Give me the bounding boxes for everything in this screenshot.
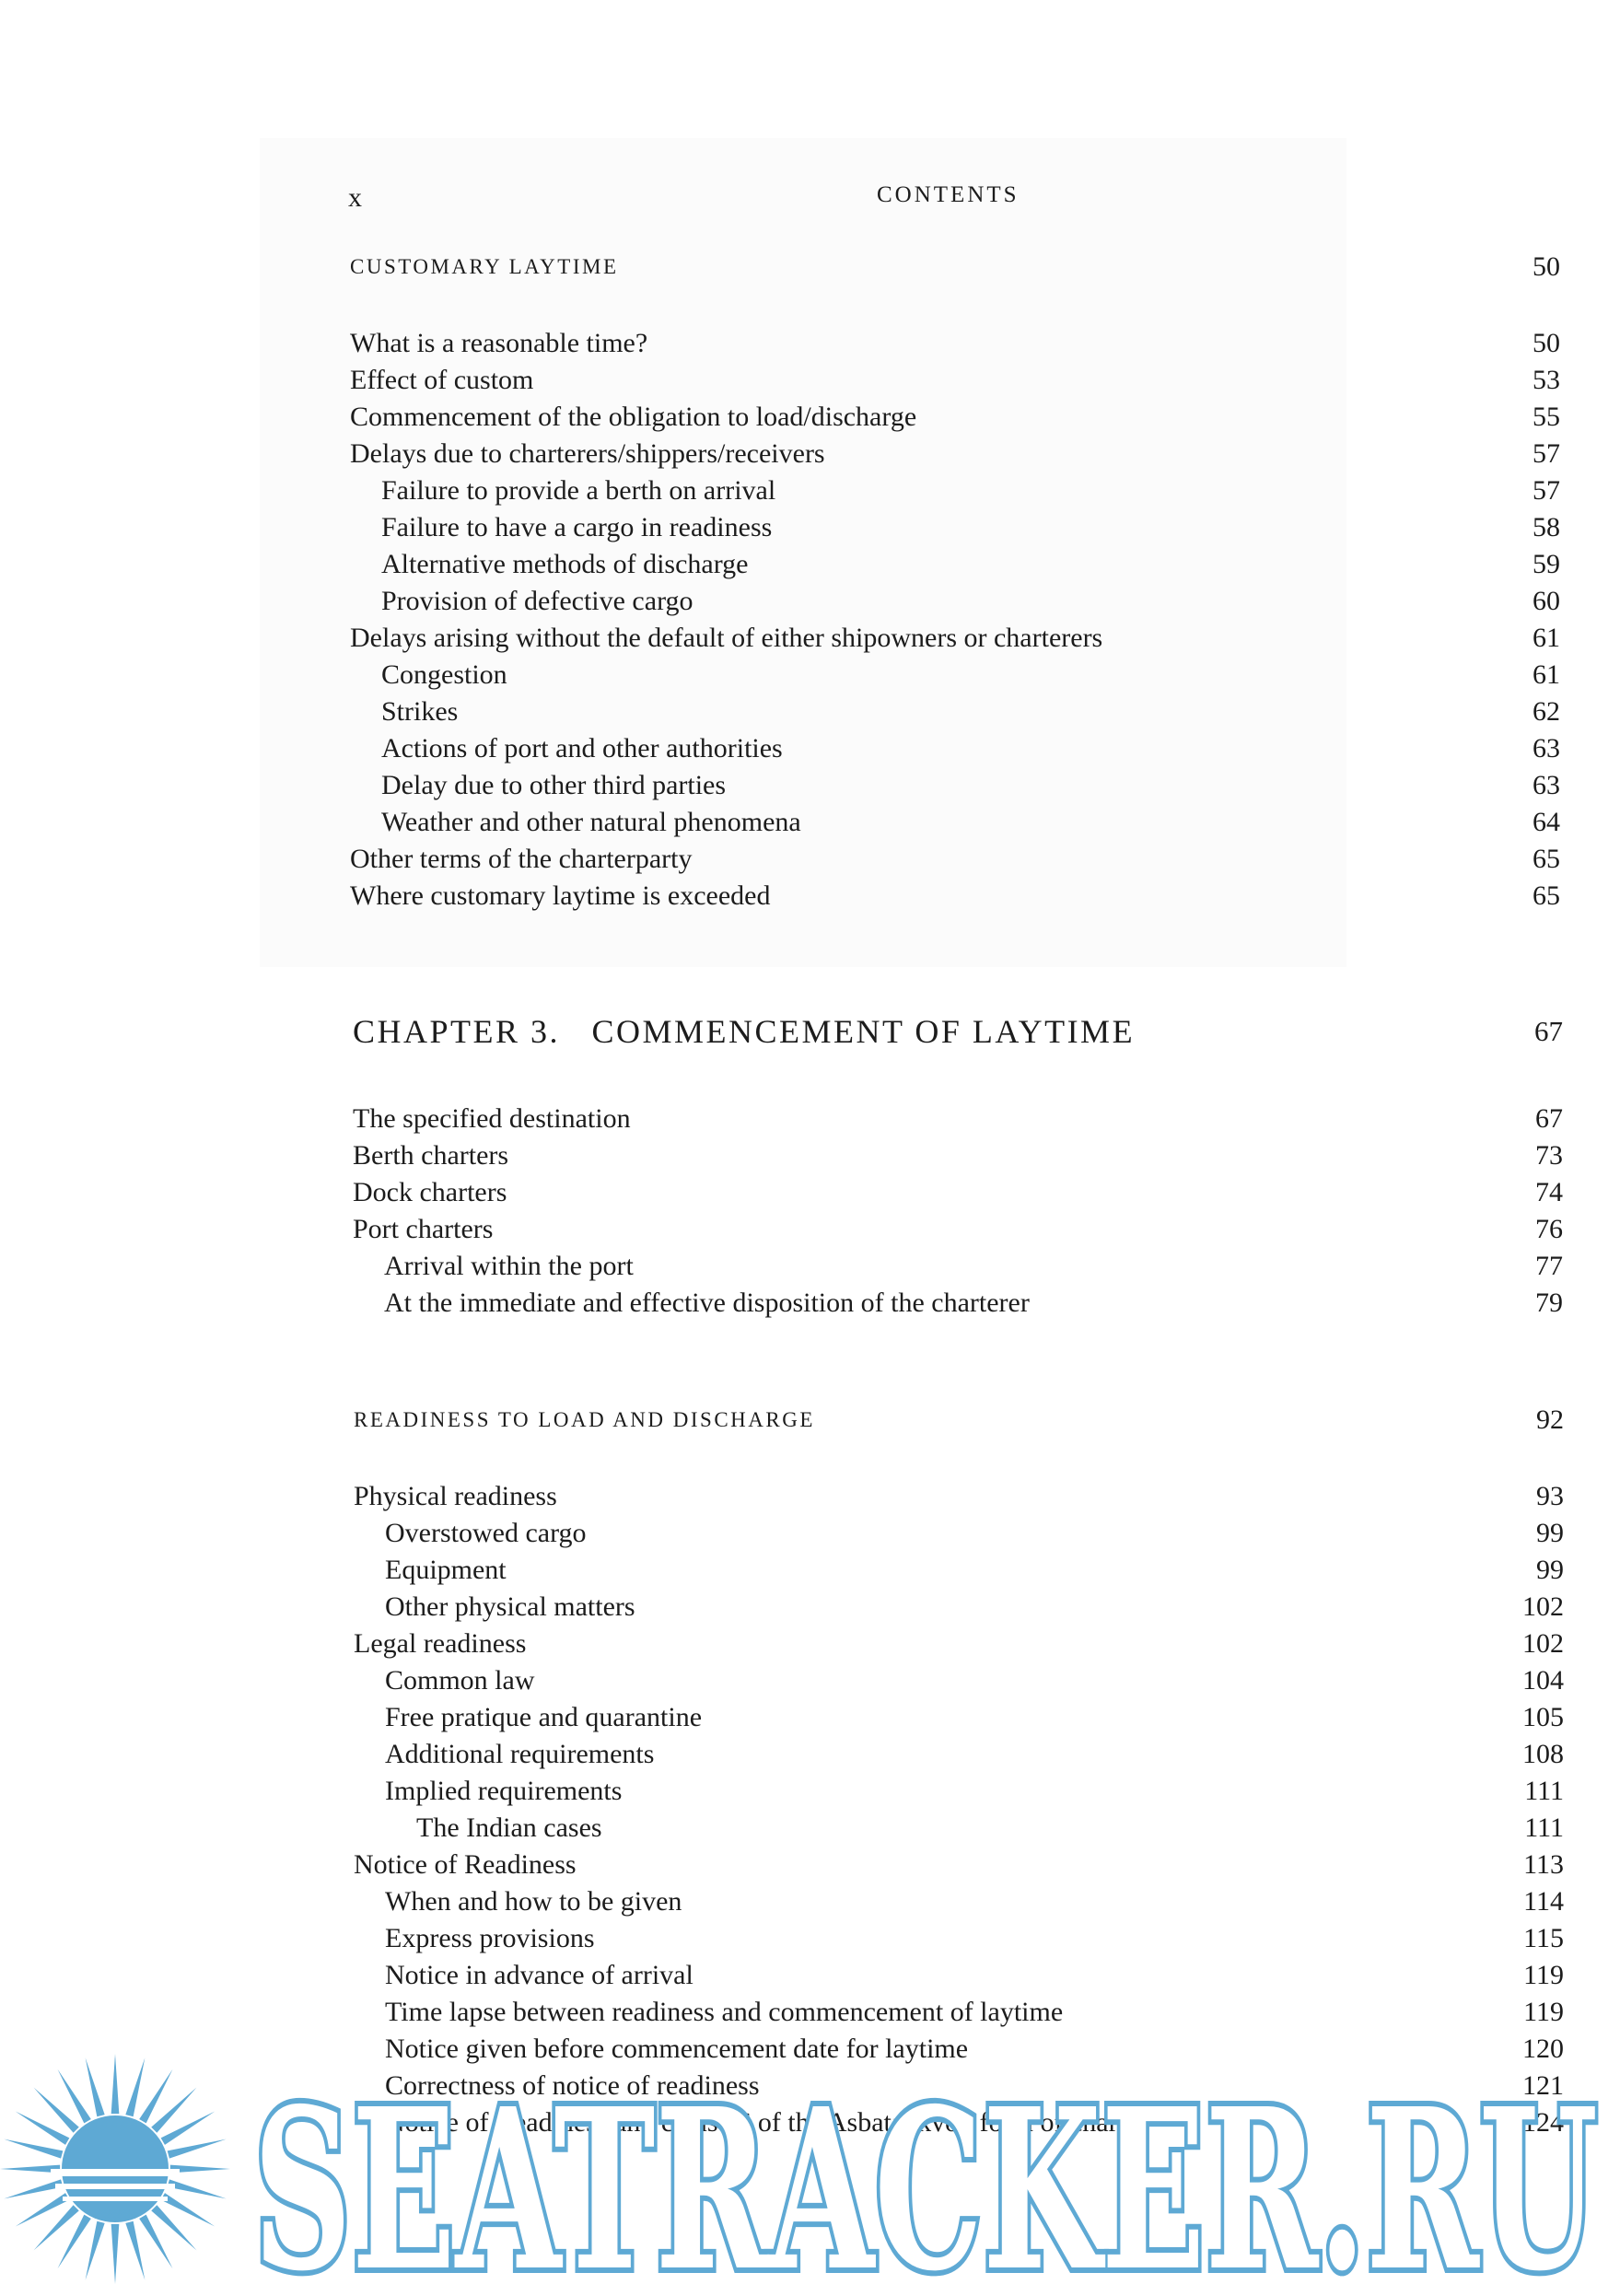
toc-entry xyxy=(0,1810,1620,1847)
page-ref: 111 xyxy=(1524,1812,1564,1843)
entry-title: Delay due to other third parties xyxy=(381,770,727,800)
page-number: x xyxy=(348,182,363,213)
entry-title: READINESS TO LOAD AND DISCHARGE xyxy=(354,1408,815,1431)
sun-ray xyxy=(86,2221,105,2280)
page-ref: 76 xyxy=(1535,1214,1563,1244)
page-ref: 50 xyxy=(1533,328,1560,358)
toc-entry xyxy=(0,1589,1620,1626)
page-ref: 99 xyxy=(1536,1555,1564,1585)
page-ref: 59 xyxy=(1533,549,1560,579)
running-head: CONTENTS xyxy=(877,182,1020,207)
toc-entry xyxy=(0,1552,1620,1589)
toc-entry xyxy=(0,620,1620,657)
page-ref: 57 xyxy=(1533,438,1560,469)
page-ref: 58 xyxy=(1533,512,1560,542)
entry-title: Failure to provide a berth on arrival xyxy=(381,475,776,506)
toc-entry xyxy=(0,472,1620,509)
page-ref: 108 xyxy=(1522,1739,1564,1769)
entry-title: Free pratique and quarantine xyxy=(385,1702,703,1732)
page-ref: 104 xyxy=(1522,1665,1564,1696)
page-ref: 102 xyxy=(1522,1591,1564,1622)
sun-ray xyxy=(168,2139,227,2159)
entry-title: Notice of Readiness xyxy=(354,1849,577,1880)
page-ref: 63 xyxy=(1533,770,1560,800)
entry-title: Congestion xyxy=(381,659,507,690)
entry-title: Additional requirements xyxy=(385,1739,655,1769)
entry-title: Other physical matters xyxy=(385,1591,635,1622)
entry-title: Alternative methods of discharge xyxy=(381,549,749,579)
entry-title: The specified destination xyxy=(353,1103,631,1134)
entry-title: At the immediate and effective disposition of the charterer xyxy=(384,1288,1030,1318)
section-heading xyxy=(0,1402,1620,1439)
page-ref: 124 xyxy=(1522,2107,1564,2138)
toc-entry xyxy=(0,693,1620,730)
toc-entry xyxy=(0,1994,1620,2031)
sun-ray xyxy=(111,2054,120,2114)
sun-logo-icon xyxy=(0,2054,249,2293)
sun-ray xyxy=(168,2179,227,2198)
page-ref: 115 xyxy=(1523,1923,1564,1953)
entry-title: Common law xyxy=(385,1665,535,1696)
toc-entry xyxy=(0,1137,1620,1174)
toc-entry xyxy=(0,1957,1620,1994)
toc-entry xyxy=(0,1626,1620,1662)
entry-title: Implied requirements xyxy=(385,1776,623,1806)
page-ref: 57 xyxy=(1533,475,1560,506)
entry-title: Berth charters xyxy=(353,1140,509,1171)
toc-entry xyxy=(0,583,1620,620)
toc-entry xyxy=(0,804,1620,841)
toc-entry xyxy=(0,1883,1620,1920)
entry-title: Port charters xyxy=(353,1214,494,1244)
toc-entry xyxy=(0,1847,1620,1883)
page-ref: 105 xyxy=(1522,1702,1564,1732)
entry-title: CHAPTER 3. COMMENCEMENT OF LAYTIME xyxy=(353,1013,1136,1050)
watermark-text: SEATRACKER.RU xyxy=(253,2085,1598,2288)
sun-ray xyxy=(125,2221,145,2280)
entry-title: Effect of custom xyxy=(350,365,534,395)
page-ref: 67 xyxy=(1535,1103,1563,1134)
entry-title: The Indian cases xyxy=(416,1812,602,1843)
page-ref: 73 xyxy=(1535,1140,1563,1171)
page-ref: 114 xyxy=(1523,1886,1564,1917)
entry-title: What is a reasonable time? xyxy=(350,328,648,358)
toc-entry xyxy=(0,1285,1620,1322)
entry-title: Commencement of the obligation to load/discharge xyxy=(350,402,917,432)
page-ref: 74 xyxy=(1535,1177,1563,1207)
page-ref: 99 xyxy=(1536,1518,1564,1548)
entry-title: Where customary laytime is exceeded xyxy=(350,880,771,911)
section-heading xyxy=(0,249,1620,286)
toc-entry xyxy=(0,436,1620,472)
toc-entry xyxy=(0,657,1620,693)
entry-title: Overstowed cargo xyxy=(385,1518,587,1548)
page-ref: 64 xyxy=(1533,807,1560,837)
page-ref: 79 xyxy=(1535,1288,1563,1318)
sun-ray xyxy=(4,2179,63,2198)
entry-title: Equipment xyxy=(385,1555,507,1585)
toc-entry xyxy=(0,730,1620,767)
page-ref: 63 xyxy=(1533,733,1560,763)
page-ref: 65 xyxy=(1533,880,1560,911)
entry-title: Notice given before commencement date for laytime xyxy=(385,2034,969,2064)
toc-entry xyxy=(0,1736,1620,1773)
toc-entry xyxy=(0,1211,1620,1248)
page-ref: 93 xyxy=(1536,1481,1564,1511)
entry-title: Physical readiness xyxy=(354,1481,557,1511)
page-ref: 65 xyxy=(1533,844,1560,874)
entry-title: Notice of Readiness and clause 6 of the Asbatankvoy form of charter xyxy=(385,2107,1148,2138)
entry-title: Express provisions xyxy=(385,1923,595,1953)
toc-entry xyxy=(0,841,1620,878)
page-ref: 55 xyxy=(1533,402,1560,432)
entry-title: Legal readiness xyxy=(354,1628,527,1659)
toc-entry xyxy=(0,362,1620,399)
toc-entry xyxy=(0,1174,1620,1211)
toc-entry xyxy=(0,399,1620,436)
toc-entry xyxy=(0,1662,1620,1699)
page-ref: 92 xyxy=(1536,1404,1564,1435)
toc-entry xyxy=(0,546,1620,583)
page-ref: 67 xyxy=(1534,1015,1563,1047)
page-ref: 119 xyxy=(1523,1960,1564,1990)
toc-entry xyxy=(0,509,1620,546)
page-ref: 61 xyxy=(1533,659,1560,690)
page-ref: 113 xyxy=(1523,1849,1564,1880)
page-ref: 50 xyxy=(1533,251,1560,282)
sun-ray xyxy=(111,2224,120,2284)
toc-entry xyxy=(0,878,1620,915)
sun-ray xyxy=(125,2057,145,2116)
toc-entry xyxy=(0,1773,1620,1810)
page-ref: 61 xyxy=(1533,623,1560,653)
chapter-heading xyxy=(0,1013,1620,1050)
toc-entry xyxy=(0,1699,1620,1736)
watermark xyxy=(249,2085,1603,2288)
entry-title: Other terms of the charterparty xyxy=(350,844,693,874)
toc-entry xyxy=(0,1101,1620,1137)
page-ref: 120 xyxy=(1522,2034,1564,2064)
entry-title: Actions of port and other authorities xyxy=(381,733,783,763)
toc-entry xyxy=(0,767,1620,804)
page-ref: 53 xyxy=(1533,365,1560,395)
entry-title: Delays arising without the default of either shipowners or charterers xyxy=(350,623,1103,653)
entry-title: Failure to have a cargo in readiness xyxy=(381,512,773,542)
toc-entry xyxy=(0,325,1620,362)
page-ref: 102 xyxy=(1522,1628,1564,1659)
page-ref: 111 xyxy=(1524,1776,1564,1806)
entry-title: Strikes xyxy=(381,696,459,727)
sun-ray xyxy=(4,2139,63,2159)
toc-entry xyxy=(0,1515,1620,1552)
entry-title: Delays due to charterers/shippers/receivers xyxy=(350,438,825,469)
sun-ray xyxy=(86,2057,105,2116)
entry-title: Notice in advance of arrival xyxy=(385,1960,693,1990)
entry-title: Correctness of notice of readiness xyxy=(385,2070,760,2101)
entry-title: CUSTOMARY LAYTIME xyxy=(350,255,619,278)
entry-title: Weather and other natural phenomena xyxy=(381,807,801,837)
page-ref: 77 xyxy=(1535,1251,1563,1281)
page-ref: 119 xyxy=(1523,1997,1564,2027)
entry-title: Time lapse between readiness and commencement of laytime xyxy=(385,1997,1064,2027)
page-ref: 121 xyxy=(1522,2070,1564,2101)
toc-entry xyxy=(0,1478,1620,1515)
toc-entry xyxy=(0,1248,1620,1285)
toc-entry xyxy=(0,1920,1620,1957)
entry-title: Provision of defective cargo xyxy=(381,586,693,616)
page-ref: 60 xyxy=(1533,586,1560,616)
entry-title: When and how to be given xyxy=(385,1886,682,1917)
entry-title: Arrival within the port xyxy=(384,1251,634,1281)
page-ref: 62 xyxy=(1533,696,1560,727)
entry-title: Dock charters xyxy=(353,1177,507,1207)
